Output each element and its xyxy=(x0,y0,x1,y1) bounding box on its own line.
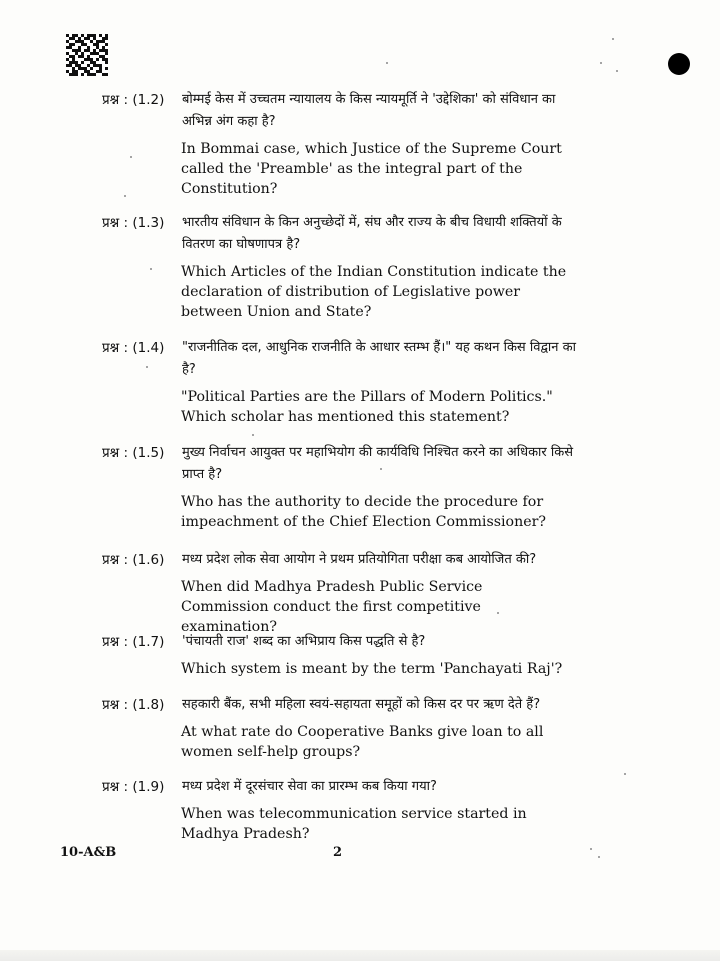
question-number: प्रश्न : (1.2) xyxy=(102,92,165,108)
question-1-3 xyxy=(0,209,720,334)
question-text-hindi: बोम्मई केस में उच्चतम न्यायालय के किस न्यायमूर्ति ने 'उद्देशिका' को संविधान का अभिन्न अंग कहा है? xyxy=(182,92,556,129)
scan-speck xyxy=(386,62,388,64)
question-number: प्रश्न : (1.8) xyxy=(102,697,165,713)
question-1-8 xyxy=(0,691,720,773)
question-1-7 xyxy=(0,628,720,691)
question-text-hindi: भारतीय संविधान के किन अनुच्छेदों में, संघ और राज्य के बीच विधायी शक्तियों के वितरण का घोषणापत्र है? xyxy=(182,215,562,252)
page-number: 2 xyxy=(333,845,343,860)
question-number: प्रश्न : (1.7) xyxy=(102,634,165,650)
qr-code-icon xyxy=(66,34,108,76)
scan-speck xyxy=(590,848,592,850)
question-number: प्रश्न : (1.9) xyxy=(102,779,165,795)
question-text-hindi: सहकारी बैंक, सभी महिला स्वयं-सहायता समूहों को किस दर पर ऋण देते हैं? xyxy=(182,697,541,712)
question-number: प्रश्न : (1.5) xyxy=(102,445,165,461)
question-1-9 xyxy=(0,773,720,845)
question-text-hindi: मध्य प्रदेश में दूरसंचार सेवा का प्रारम्भ कब किया गया? xyxy=(182,779,437,794)
page-edge xyxy=(0,950,720,961)
question-1-2 xyxy=(0,86,720,209)
question-1-4 xyxy=(0,334,720,439)
scan-speck xyxy=(598,856,600,858)
paper-code: 10-A&B xyxy=(60,845,117,860)
scan-speck xyxy=(612,38,614,40)
question-text-english: "Political Parties are the Pillars of Modern Politics." Which scholar has mentioned this statement? xyxy=(181,389,553,425)
question-1-5 xyxy=(0,439,720,546)
question-list xyxy=(0,86,720,845)
question-number: प्रश्न : (1.3) xyxy=(102,215,165,231)
question-text-english: When was telecommunication service started in Madhya Pradesh? xyxy=(181,806,527,842)
question-text-english: Who has the authority to decide the procedure for impeachment of the Chief Election Commissioner? xyxy=(181,494,547,530)
question-text-english: At what rate do Cooperative Banks give loan to all women self-help groups? xyxy=(181,724,544,760)
question-1-6 xyxy=(0,546,720,635)
question-text-english: In Bommai case, which Justice of the Supreme Court called the 'Preamble' as the integral part of the Constitution? xyxy=(181,141,562,197)
question-number: प्रश्न : (1.6) xyxy=(102,552,165,568)
question-text-hindi: मुख्य निर्वाचन आयुक्त पर महाभियोग की कार्यविधि निश्चित करने का अधिकार किसे प्राप्त है? xyxy=(182,445,574,482)
scan-speck xyxy=(600,62,602,64)
question-text-english: When did Madhya Pradesh Public Service Commission conduct the first competitive examination? xyxy=(181,579,483,635)
question-text-hindi: 'पंचायती राज' शब्द का अभिप्राय किस पद्धति से है? xyxy=(182,634,426,649)
question-text-english: Which system is meant by the term 'Panchayati Raj'? xyxy=(181,661,563,677)
question-text-english: Which Articles of the Indian Constitution indicate the declaration of distribution of Legislative power between Union and State? xyxy=(181,264,567,320)
question-text-hindi: "राजनीतिक दल, आधुनिक राजनीति के आधार स्तम्भ हैं।" यह कथन किस विद्वान का है? xyxy=(182,340,576,377)
question-number: प्रश्न : (1.4) xyxy=(102,340,165,356)
scan-speck xyxy=(616,70,618,72)
punch-hole xyxy=(668,53,690,75)
question-text-hindi: मध्य प्रदेश लोक सेवा आयोग ने प्रथम प्रतियोगिता परीक्षा कब आयोजित की? xyxy=(182,552,537,567)
